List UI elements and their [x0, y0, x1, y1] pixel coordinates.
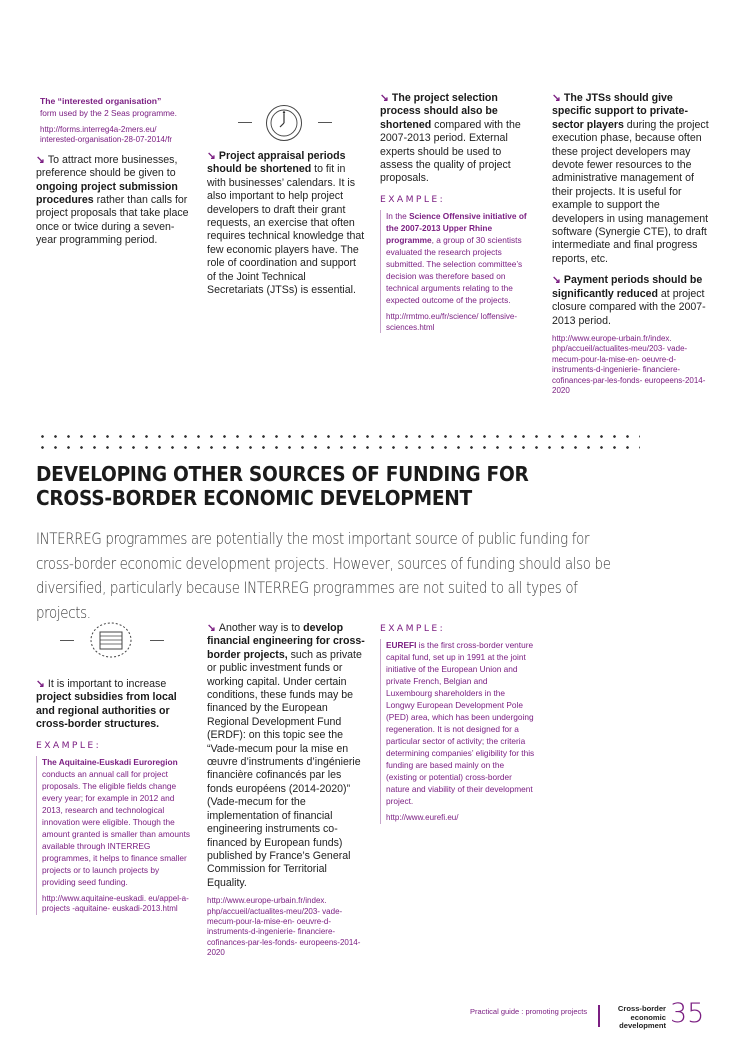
coins-icon	[82, 620, 140, 660]
example-link[interactable]: http://rmtmo.eu/fr/science/ loffensive-sciences.html	[386, 312, 518, 332]
paragraph-text-end: such as private or public investment funds or working capital. Under certain conditions, these funds may be financed by the European Regional Development Fund (ERDF): on this topic see the “Vade-mecum pour la mise en œuvre d’instruments d’ingénierie financière cofinancés par les fonds européens (2014-2020)” (Vade-mecum for the implementation of financial engineering instruments co-financed by European funds) published by France’s General Commission for Territorial Equality.	[207, 648, 362, 889]
appraisal-paragraph	[207, 150, 365, 297]
paragraph-bold: project subsidies from local and regional authorities or cross-border structures.	[36, 691, 177, 731]
vade-mecum-link[interactable]: http://www.europe-urbain.fr/index. php/accueil/actualites-meu/203- vade-mecum-pour-la-mise-en- oeuvre-d-instruments-d-ingenierie- financiere-cofinances-par-les-fonds- europeens-2014-2020	[207, 896, 361, 958]
example-link[interactable]: http://www.eurefi.eu/	[386, 813, 459, 823]
paragraph-text: to fit in with businesses’ calendars. It is also important to help project developers to draft their grant requests, an exercise that often requires technical knowledge that few economic players have. The role of coordination and support of the Joint Technical Secretariats (JTSs) is essential.	[207, 163, 365, 297]
heading-line-1: DEVELOPING OTHER SOURCES OF FUNDING FOR	[36, 462, 529, 486]
example-label: EXAMPLE:	[36, 739, 102, 751]
example-label: EXAMPLE:	[380, 193, 446, 205]
clock-icon	[264, 103, 304, 143]
bottom-column-1	[36, 678, 194, 915]
example-text: In the Science Offensive initiative of the 2007-2013 Upper Rhine programme, a group of 30 scientists evaluated the research projects submitted. The selection committee’s decision was therefore based on technical arguments relating to the expected outcome of the projects.	[386, 211, 527, 306]
financial-engineering-paragraph	[207, 622, 367, 890]
dotted-divider-2	[36, 445, 640, 450]
example-text: EUREFI is the first cross-border venture capital fund, set up in 1991 at the joint initiative of the European Union and private French, Belgian and Luxembourg shareholders in the Longwy European Development Pole (PED) area, which has been undergoing regeneration. It is not designed for a particular sector of activity; the criteria determining companies’ eligibility for this funding are based mainly on the (existing or potential) cross-border nature and viability of their development project.	[386, 640, 535, 807]
example-box	[380, 639, 535, 823]
arrow-icon: ↘	[36, 678, 45, 690]
paragraph-bold: ongoing project submission procedures	[36, 180, 178, 207]
paragraph-text: at project closure compared with the 2007-2013 period.	[552, 287, 706, 327]
paragraph-text: compared with the 2007-2013 period. External experts should be used to assess the quality of project proposals.	[380, 118, 521, 185]
top-column-3	[380, 92, 535, 333]
paragraph-bold: The JTSs should give specific support to private-sector players	[552, 92, 688, 131]
icon-rule-left	[60, 640, 74, 641]
arrow-icon: ↘	[36, 153, 45, 166]
example-box	[380, 210, 535, 333]
arrow-icon: ↘	[552, 274, 561, 287]
icon-rule-right	[318, 122, 332, 123]
footer-divider	[598, 1005, 600, 1027]
footer-section-name: Cross-border economic development	[617, 1004, 666, 1030]
paragraph-text-end: rather than calls for project proposals that take place once or twice during a seven-year programming period.	[36, 194, 189, 247]
page-number: 35	[670, 998, 705, 1029]
arrow-icon: ↘	[207, 150, 216, 162]
subsidies-paragraph	[36, 678, 194, 732]
dotted-divider-1	[36, 434, 640, 439]
example-text: The Aquitaine-Euskadi Euroregion conducts an annual call for project proposals. The eligible fields change every year; for example in 2012 and 2013, research and technological innovation were eligible. Though the amount granted is smaller than amounts available through INTERREG programmes, it helps to finance smaller projects or to launch projects by providing seed funding.	[42, 757, 191, 888]
example-link[interactable]: http://www.aquitaine-euskadi. eu/appel-a-projects -aquitaine- euskadi-2013.html	[42, 894, 189, 914]
payment-link[interactable]: http://www.europe-urbain.fr/index. php/accueil/actualites-meu/203- vade-mecum-pour-la-mise-en- oeuvre-d-instruments-d-ingenierie- financiere-cofinances-par-les-fonds- europeens-2014-2020	[552, 333, 706, 395]
icon-rule-left	[238, 122, 252, 123]
icon-rule-right	[150, 640, 164, 641]
paragraph-text: Another way is to	[218, 622, 304, 634]
note-title: The “interested organisation”	[40, 96, 162, 106]
section-heading	[36, 462, 659, 510]
jts-paragraph	[552, 92, 712, 266]
section-intro: INTERREG programmes are potentially the most important source of public funding for cross-border economic development projects. However, sources of funding should also be diversified, particularly because INTERREG programmes are not suited to all types of projects.	[36, 530, 611, 622]
example-box	[36, 756, 194, 915]
top-column-2	[207, 150, 365, 297]
paragraph-text: It is important to increase	[47, 678, 167, 690]
note-link[interactable]: http://forms.interreg4a-2mers.eu/ interested-organisation-28-07-2014/fr	[40, 125, 173, 145]
payment-paragraph	[552, 274, 712, 328]
interested-organisation-note	[36, 95, 194, 146]
arrow-icon: ↘	[207, 622, 216, 634]
example-label: EXAMPLE:	[380, 623, 446, 634]
top-column-4	[552, 92, 712, 396]
bottom-column-2	[207, 622, 367, 959]
arrow-icon: ↘	[552, 92, 561, 104]
bottom-column-3	[380, 622, 535, 824]
arrow-icon: ↘	[380, 92, 389, 104]
top-column-1	[36, 95, 194, 248]
heading-line-2: CROSS-BORDER ECONOMIC DEVELOPMENT	[36, 486, 472, 510]
paragraph-bold: The project selection process should also be shortened	[380, 92, 498, 131]
paragraph-bold: Project appraisal periods should be shortened	[207, 150, 346, 176]
paragraph-text: To attract more businesses, preference should be given to	[36, 153, 178, 180]
footer-guide-title: Practical guide : promoting projects	[470, 1007, 588, 1016]
submission-paragraph	[36, 154, 194, 248]
paragraph-bold: develop financial engineering for cross-border projects,	[207, 622, 365, 661]
paragraph-text: during the project execution phase, because often these project developers may devote fewer resources to the administrative management of their projects. It is useful for example to support the developers in using management software (Synergie CTE), to draft intermediate and final progress reports, etc.	[552, 118, 709, 265]
note-text: form used by the 2 Seas programme.	[40, 108, 177, 118]
paragraph-bold: Payment periods should be significantly reduced	[552, 274, 703, 300]
selection-paragraph	[380, 92, 535, 186]
